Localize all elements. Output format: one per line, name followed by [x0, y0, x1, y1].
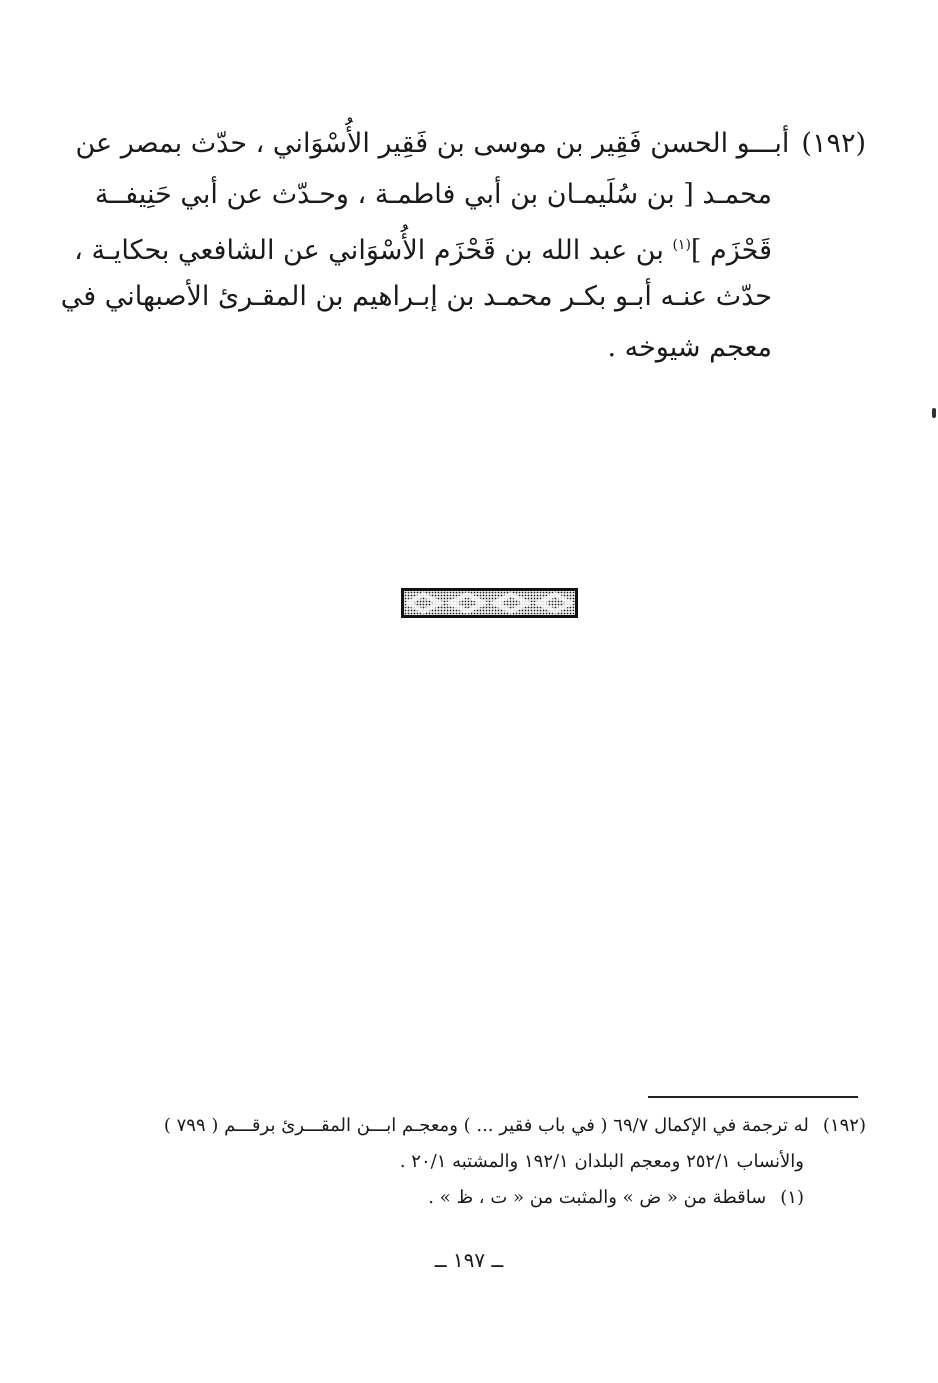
entry-text-3: قَحْزَم ]	[690, 235, 772, 266]
entry-number: (١٩٢)	[801, 128, 866, 159]
footnotes	[110, 1108, 866, 1216]
footnote-2-text: ساقطة من « ض » والمثبت من « ت ، ظ » .	[428, 1187, 767, 1208]
entry-line-2	[94, 169, 772, 220]
footnote-reference[interactable]: (١)	[672, 237, 691, 253]
entry-text-4: حدّث عنـه أبـو بكـر محمـد بن إبـراهيم بن المقـرئ الأصبهاني في	[60, 281, 772, 312]
entry-text-3b: بن عبد الله بن قَحْزَم الأُسْوَاني عن الشافعي بحكايـة ،	[74, 235, 673, 266]
section-divider-ornament	[401, 588, 578, 618]
footnote-2	[110, 1180, 804, 1216]
footnote-1-number: (١٩٢)	[822, 1115, 866, 1136]
entry-text-1: أبـــو الحسن فَقِير بن موسى بن فَقِير الأُسْوَاني ، حدّث بمصر عن	[75, 128, 790, 159]
entry-line-3	[74, 220, 772, 271]
entry-line-5	[160, 322, 772, 373]
footnote-1-line-2	[110, 1144, 804, 1180]
footnote-1-text-2: والأنساب ٢٥٢/١ ومعجم البلدان ١٩٢/١ والمشتبه ٢٠/١ .	[399, 1151, 804, 1172]
entry-text-2: محمـد [ بن سُلَيمـان بن أبي فاطمـة ، وحـدّث عن أبي حَنِيفــة	[94, 179, 772, 210]
footnote-separator	[648, 1096, 858, 1098]
scan-mark	[932, 408, 936, 418]
biography-entry	[60, 118, 866, 373]
entry-text-5: معجم شيوخه .	[607, 332, 772, 363]
footnote-1-text: له ترجمة في الإكمال ٦٩/٧ ( في باب فقير ... ) ومعجـم ابـــن المقـــرئ برقـــم ( ٧٩٩ )	[163, 1115, 809, 1136]
entry-line-1	[75, 118, 866, 169]
page-number: ــ ١٩٧ ــ	[434, 1248, 504, 1272]
entry-line-4	[60, 271, 772, 322]
footnote-1-line-1	[110, 1108, 866, 1144]
footnote-2-number: (١)	[780, 1187, 804, 1208]
